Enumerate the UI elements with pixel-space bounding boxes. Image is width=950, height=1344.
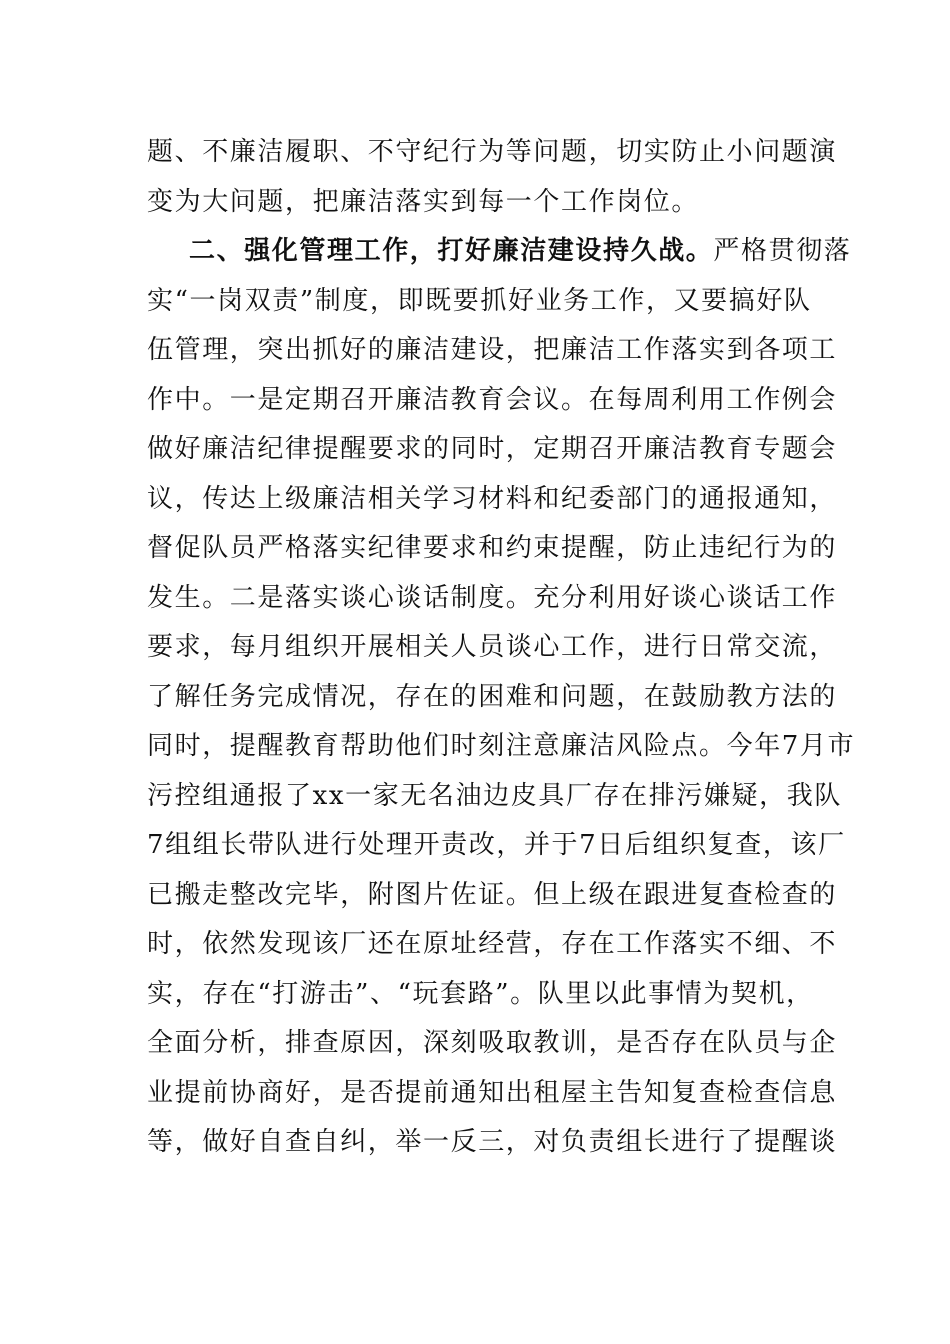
text-line-21: 等，做好自查自纠，举一反三，对负责组长进行了提醒谈 — [147, 1127, 838, 1157]
section-heading: 二、强化管理工作，打好廉洁建设持久战。 — [189, 236, 714, 266]
text-line-19: 全面分析，排查原因，深刻吸取教训，是否存在队员与企 — [147, 1028, 838, 1058]
text-line-13: 同时，提醒教育帮助他们时刻注意廉洁风险点。今年7月市 — [147, 731, 856, 761]
text-line-18: 实，存在“打游击”、“玩套路”。队里以此事情为契机， — [147, 978, 814, 1009]
text-line-6: 作中。一是定期召开廉洁教育会议。在每周利用工作例会 — [147, 384, 838, 415]
text-line-15: 7组组长带队进行处理开责改，并于7日后组织复查，该厂 — [147, 830, 846, 860]
text-line-20: 业提前协商好，是否提前通知出租屋主告知复查检查信息 — [147, 1077, 838, 1108]
body-text — [147, 128, 856, 1168]
text-line-12: 了解任务完成情况，存在的困难和问题，在鼓励教方法的 — [147, 681, 838, 712]
text-line-7: 做好廉洁纪律提醒要求的同时，定期召开廉洁教育专题会 — [147, 434, 838, 464]
text-line-2: 变为大问题，把廉洁落实到每一个工作岗位。 — [147, 186, 700, 217]
text-line-1: 题、不廉洁履职、不守纪行为等问题，切实防止小问题演 — [147, 137, 838, 167]
text-line-11: 要求，每月组织开展相关人员谈心工作，进行日常交流， — [147, 632, 838, 662]
text-line-16: 已搬走整改完毕，附图片佐证。但上级在跟进复查检查的 — [147, 879, 838, 910]
text-line-5: 伍管理，突出抓好的廉洁建设，把廉洁工作落实到各项工 — [147, 335, 838, 365]
section-heading-line — [147, 227, 852, 277]
text-line-17: 时，依然发现该厂还在原址经营，存在工作落实不细、不 — [147, 929, 838, 959]
text-line-9: 督促队员严格落实纪律要求和约束提醒，防止违纪行为的 — [147, 533, 838, 563]
text-line-14: 污控组通报了xx一家无名油边皮具厂存在排污嫌疑，我队 — [147, 780, 842, 811]
text-line-4: 实“一岗双责”制度，即既要抓好业务工作，又要搞好队 — [147, 285, 812, 316]
text-line-8: 议，传达上级廉洁相关学习材料和纪委部门的通报通知， — [147, 483, 838, 514]
section-heading-continuation: 严格贯彻落 — [713, 236, 852, 266]
text-line-10: 发生。二是落实谈心谈话制度。充分利用好谈心谈话工作 — [147, 582, 838, 613]
